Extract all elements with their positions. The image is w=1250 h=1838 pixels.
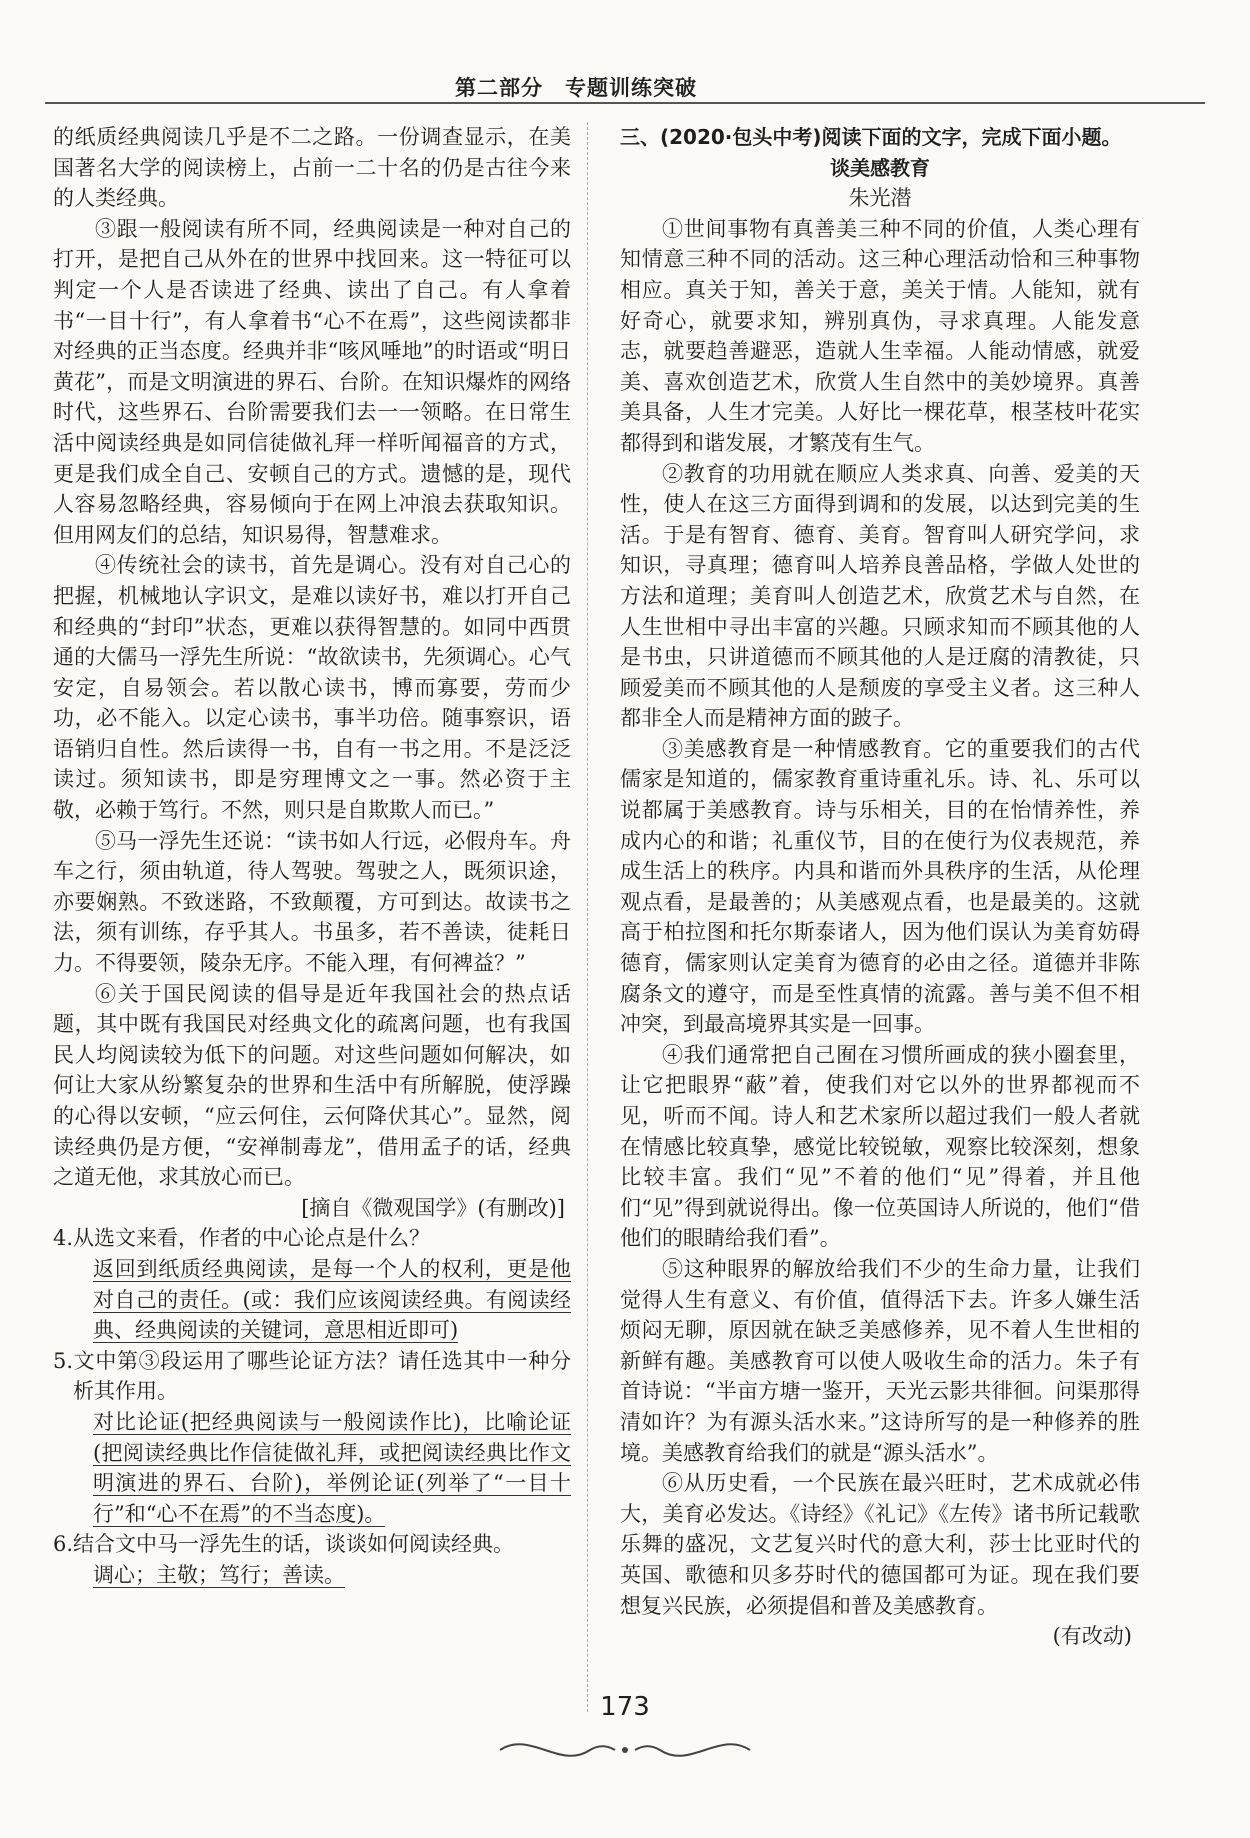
paragraph: ⑥关于国民阅读的倡导是近年我国社会的热点话题，其中既有我国民对经典文化的疏离问题，也有我国民人均阅读较为低下的问题。对这些问题如何解决，如何让大家从纷繁复杂的世界和生活中有所解脱，使浮躁的心得以安顿，“应云何住，云何降伏其心”。显然，阅读经典仍是方便，“安禅制毒龙”，借用孟子的话，经典之道无他，求其放心而已。 bbox=[53, 981, 571, 1190]
paragraph: ②教育的功用就在顺应人类求真、向善、爱美的天性，使人在这三方面得到调和的发展，以达到完美的生活。于是有智育、德育、美育。智育叫人研究学问，求知识，寻真理；德育叫人培养良善品格，学做人处世的方法和道理；美育叫人创造艺术，欣赏艺术与自然，在人生世相中寻出丰富的兴趣。只顾求知而不顾其他的人是书虫，只讲道德而不顾其他的人是迂腐的清教徒，只顾爱美而不顾其他的人是颓废的享受主义者。这三种人都非全人而是精神方面的跛子。 bbox=[620, 461, 1140, 731]
revision-note: (有改动) bbox=[1052, 1624, 1132, 1649]
ornament-icon bbox=[490, 1730, 760, 1770]
answer-text: 对比论证(把经典阅读与一般阅读作比)，比喻论证(把阅读经典比作信徒做礼拜，或把阅读经典比作文明演进的界石、台阶)，举例论证(列举了“一目十行”和“心不在焉”的不当态度)。 bbox=[93, 1409, 571, 1526]
question-4: 4.从选文来看，作者的中心论点是什么？ bbox=[53, 1226, 431, 1251]
paragraph: ④我们通常把自己囿在习惯所画成的狭小圈套里，让它把眼界“蔽”着，使我们对它以外的世界都视而不见，听而不闻。诗人和艺术家所以超过我们一般人者就在情感比较真挚，感觉比较锐敏，观察比较深刻，想象比较丰富。我们“见”不着的他们“见”得着，并且他们“见”得到就说得出。像一位英国诗人所说的，他们“借他们的眼睛给我们看”。 bbox=[620, 1042, 1140, 1251]
paragraph: ⑤马一浮先生还说：“读书如人行远，必假舟车。舟车之行，须由轨道，待人驾驶。驾驶之人，既须识途，亦要娴熟。不致迷路，不致颠覆，方可到达。故读书之法，须有训练，存乎其人。书虽多，若不善读，徒耗日力。不得要领，陵杂无序。不能入理，有何裨益？” bbox=[53, 828, 571, 976]
paragraph: ③跟一般阅读有所不同，经典阅读是一种对自己的打开，是把自己从外在的世界中找回来。这一特征可以判定一个人是否读进了经典、读出了自己。有人拿着书“一目十行”，有人拿着书“心不在焉”，这些阅读都非对经典的正当态度。经典并非“咳风唾地”的时语或“明日黄花”，而是文明演进的界石、台阶。在知识爆炸的网络时代，这些界石、台阶需要我们去一一领略。在日常生活中阅读经典是如同信徒做礼拜一样听闻福音的方式，更是我们成全自己、安顿自己的方式。遗憾的是，现代人容易忽略经典，容易倾向于在网上冲浪去获取知识。但用网友们的总结，知识易得，智慧难求。 bbox=[53, 216, 571, 547]
question-5: 5.文中第③段运用了哪些论证方法？请任选其中一种分析其作用。 bbox=[53, 1348, 571, 1404]
question-6: 6.结合文中马一浮先生的话，谈谈如何阅读经典。 bbox=[53, 1532, 515, 1557]
answer-4 bbox=[53, 1254, 571, 1346]
paragraph: ①世间事物有真善美三种不同的价值，人类心理有知情意三种不同的活动。这三种心理活动恰和三种事物相应。真关于知，善关于意，美关于情。人能知，就有好奇心，就要求知，辨别真伪，寻求真理。人能发意志，就要趋善避恶，造就人生幸福。人能动情感，就爱美、喜欢创造艺术，欣赏人生自然中的美妙境界。真善美具备，人生才完美。人好比一棵花草，根茎枝叶花实都得到和谐发展，才繁茂有生气。 bbox=[620, 216, 1140, 455]
answer-text: 返回到纸质经典阅读，是每一个人的权利，更是他对自己的责任。(或：我们应该阅读经典。有阅读经典、经典阅读的关键词，意思相近即可) bbox=[93, 1256, 571, 1343]
article-title: 谈美感教育 bbox=[830, 155, 930, 180]
article-author: 朱光潜 bbox=[848, 186, 912, 211]
answer-5 bbox=[53, 1407, 571, 1529]
page-number: 173 bbox=[600, 1692, 650, 1722]
paragraph: 的纸质经典阅读几乎是不二之路。一份调查显示，在美国著名大学的阅读榜上，占前一二十名的仍是古往今来的人类经典。 bbox=[53, 125, 571, 211]
paragraph: ⑥从历史看，一个民族在最兴旺时，艺术成就必伟大，美育必发达。《诗经》《礼记》《左传》诸书所记载歌乐舞的盛况，文艺复兴时代的意大利，莎士比亚时代的英国、歌德和贝多芬时代的德国都可为证。现在我们要想复兴民族，必须提倡和普及美感教育。 bbox=[620, 1471, 1140, 1618]
answer-text: 调心；主敬；笃行；善读。 bbox=[93, 1562, 345, 1587]
page-header bbox=[45, 68, 1205, 108]
column-divider bbox=[587, 122, 588, 1712]
header-title: 第二部分 专题训练突破 bbox=[455, 76, 697, 100]
paragraph: ⑤这种眼界的解放给我们不少的生命力量，让我们觉得人生有意义、有价值，值得活下去。许多人嫌生活烦闷无聊，原因就在缺乏美感修养，见不着人生世相的新鲜有趣。美感教育可以使人吸收生命的活力。朱子有首诗说：“半亩方塘一鉴开，天光云影共徘徊。问渠那得清如许？为有源头活水来。”这诗所写的是一种修养的胜境。美感教育给我们的就是“源头活水”。 bbox=[620, 1256, 1140, 1465]
paragraph: ④传统社会的读书，首先是调心。没有对自己心的把握，机械地认字识文，是难以读好书，难以打开自己和经典的“封印”状态，更难以获得智慧的。如同中西贯通的大儒马一浮先生所说：“故欲读书，先须调心。心气安定，自易领会。若以散心读书，博而寡要，劳而少功，必不能入。以定心读书，事半功倍。随事察识，语语销归自性。然后读得一书，自有一书之用。不是泛泛读过。须知读书，即是穷理博文之一事。然必资于主敬，必赖于笃行。不然，则只是自欺欺人而已。” bbox=[53, 553, 571, 823]
paragraph: ③美感教育是一种情感教育。它的重要我们的古代儒家是知道的，儒家教育重诗重礼乐。诗、礼、乐可以说都属于美感教育。诗与乐相关，目的在怡情养性，养成内心的和谐；礼重仪节，目的在使行为仪表规范，养成生活上的秩序。内具和谐而外具秩序的生活，从伦理观点看，是最善的；从美感观点看，也是最美的。这就高于柏拉图和托尔斯泰诸人，因为他们误认为美育妨碍德育，儒家则认定美育为德育的必由之径。道德并非陈腐条文的遵守，而是至性真情的流露。善与美不但不相冲突，到最高境界其实是一回事。 bbox=[620, 736, 1140, 1037]
header-rule bbox=[45, 102, 1205, 104]
section-heading: 三、(2020·包头中考)阅读下面的文字，完成下面小题。 bbox=[620, 125, 1122, 149]
source-citation: [摘自《微观国学》(有删改)] bbox=[301, 1195, 565, 1220]
answer-6 bbox=[53, 1560, 571, 1591]
left-column bbox=[53, 122, 571, 1591]
right-column bbox=[620, 122, 1140, 1652]
